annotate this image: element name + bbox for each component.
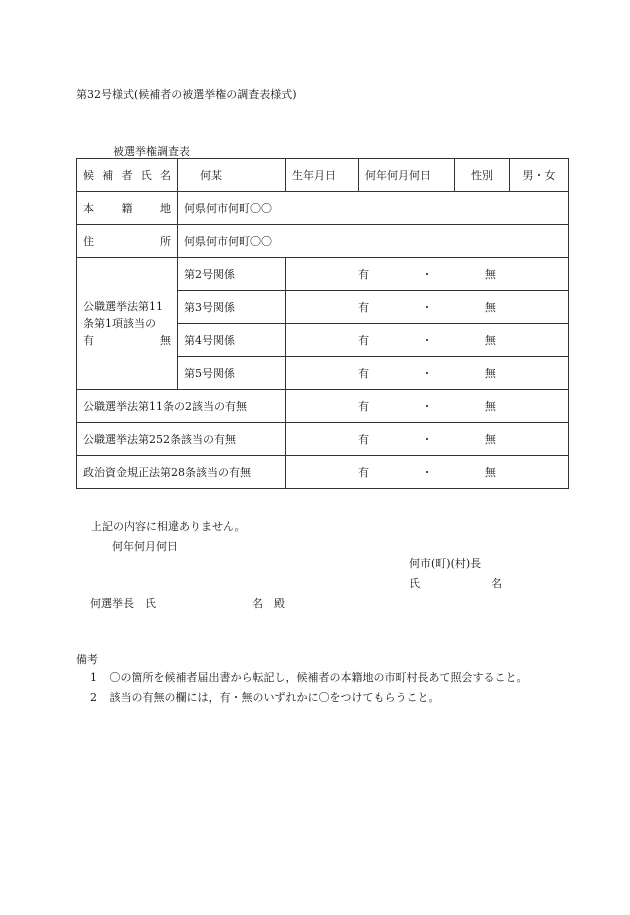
no-text: 無 [484, 301, 496, 314]
note-item [90, 689, 440, 705]
yes-text: 有 [358, 400, 370, 413]
table-row [77, 192, 569, 225]
article11-label-yes: 有 [83, 334, 94, 347]
yes-text: 有 [358, 334, 370, 347]
gender-value: 男・女 [510, 159, 569, 192]
mayor-name-last: 名 [491, 577, 502, 590]
no-text: 無 [484, 466, 496, 479]
table-row [77, 456, 569, 489]
item-label: 第5号関係 [178, 357, 286, 390]
yes-text: 有 [358, 367, 370, 380]
notes-heading: 備考 [76, 653, 98, 666]
table-caption: 被選挙権調査表 [113, 145, 190, 158]
yes-no-choice [286, 258, 569, 291]
dot-separator: ・ [421, 433, 433, 446]
note-number: 1 [90, 671, 97, 684]
election-chief-addressee [90, 595, 290, 611]
dot-separator: ・ [421, 301, 433, 314]
yes-no-choice [286, 324, 569, 357]
article11-label-line1: 公職選挙法第11 [83, 300, 163, 313]
article11-label-line2: 条第1項該当の [83, 317, 156, 330]
note-text: 〇の箇所を候補者届出書から転記し，候補者の本籍地の市町村長あて照会すること。 [109, 671, 528, 684]
no-text: 無 [484, 334, 496, 347]
row-label: 公職選挙法第11条の2該当の有無 [77, 390, 286, 423]
address-value: 何県何市何町〇〇 [178, 225, 569, 258]
dot-separator: ・ [421, 334, 433, 347]
domicile-label: 本籍地 [77, 192, 178, 225]
gender-label: 性別 [455, 159, 510, 192]
election-chief-name: 何選挙長 氏 [90, 597, 156, 610]
yes-text: 有 [358, 301, 370, 314]
mayor-title: 何市(町)(村)長 [409, 557, 482, 570]
dot-separator: ・ [421, 268, 433, 281]
dot-separator: ・ [421, 466, 433, 479]
row-label: 公職選挙法第252条該当の有無 [77, 423, 286, 456]
yes-text: 有 [358, 433, 370, 446]
candidate-name-value: 何某 [178, 159, 286, 192]
table-row [77, 159, 569, 192]
mayor-name [409, 575, 502, 591]
table-row [77, 390, 569, 423]
confirmation-statement: 上記の内容に相違ありません。 [91, 520, 246, 533]
dot-separator: ・ [421, 367, 433, 380]
table-row [77, 258, 569, 291]
birthdate-label: 生年月日 [286, 159, 359, 192]
article11-label-no: 無 [160, 334, 171, 347]
address-label: 住所 [77, 225, 178, 258]
note-text: 該当の有無の欄には，有・無のいずれかに〇をつけてもらうこと。 [109, 691, 440, 704]
yes-no-choice [286, 357, 569, 390]
dot-separator: ・ [421, 400, 433, 413]
domicile-value: 何県何市何町〇〇 [178, 192, 569, 225]
no-text: 無 [484, 433, 496, 446]
item-label: 第2号関係 [178, 258, 286, 291]
candidate-name-label: 候補者氏名 [77, 159, 178, 192]
note-item [90, 669, 528, 685]
item-label: 第4号関係 [178, 324, 286, 357]
yes-no-choice [286, 456, 569, 489]
article11-label [77, 258, 178, 390]
election-chief-honorific: 名 殿 [252, 597, 285, 610]
table-row [77, 225, 569, 258]
eligibility-survey-table [76, 158, 569, 489]
no-text: 無 [484, 400, 496, 413]
yes-text: 有 [358, 268, 370, 281]
no-text: 無 [484, 367, 496, 380]
no-text: 無 [484, 268, 496, 281]
signature-date: 何年何月何日 [112, 540, 178, 553]
yes-no-choice [286, 291, 569, 324]
birthdate-value: 何年何月何日 [359, 159, 455, 192]
form-title: 第32号様式(候補者の被選挙権の調査表様式) [76, 88, 297, 101]
mayor-name-first: 氏 [409, 577, 420, 590]
item-label: 第3号関係 [178, 291, 286, 324]
table-row [77, 423, 569, 456]
yes-no-choice [286, 390, 569, 423]
yes-no-choice [286, 423, 569, 456]
note-number: 2 [90, 691, 97, 704]
yes-text: 有 [358, 466, 370, 479]
row-label: 政治資金規正法第28条該当の有無 [77, 456, 286, 489]
